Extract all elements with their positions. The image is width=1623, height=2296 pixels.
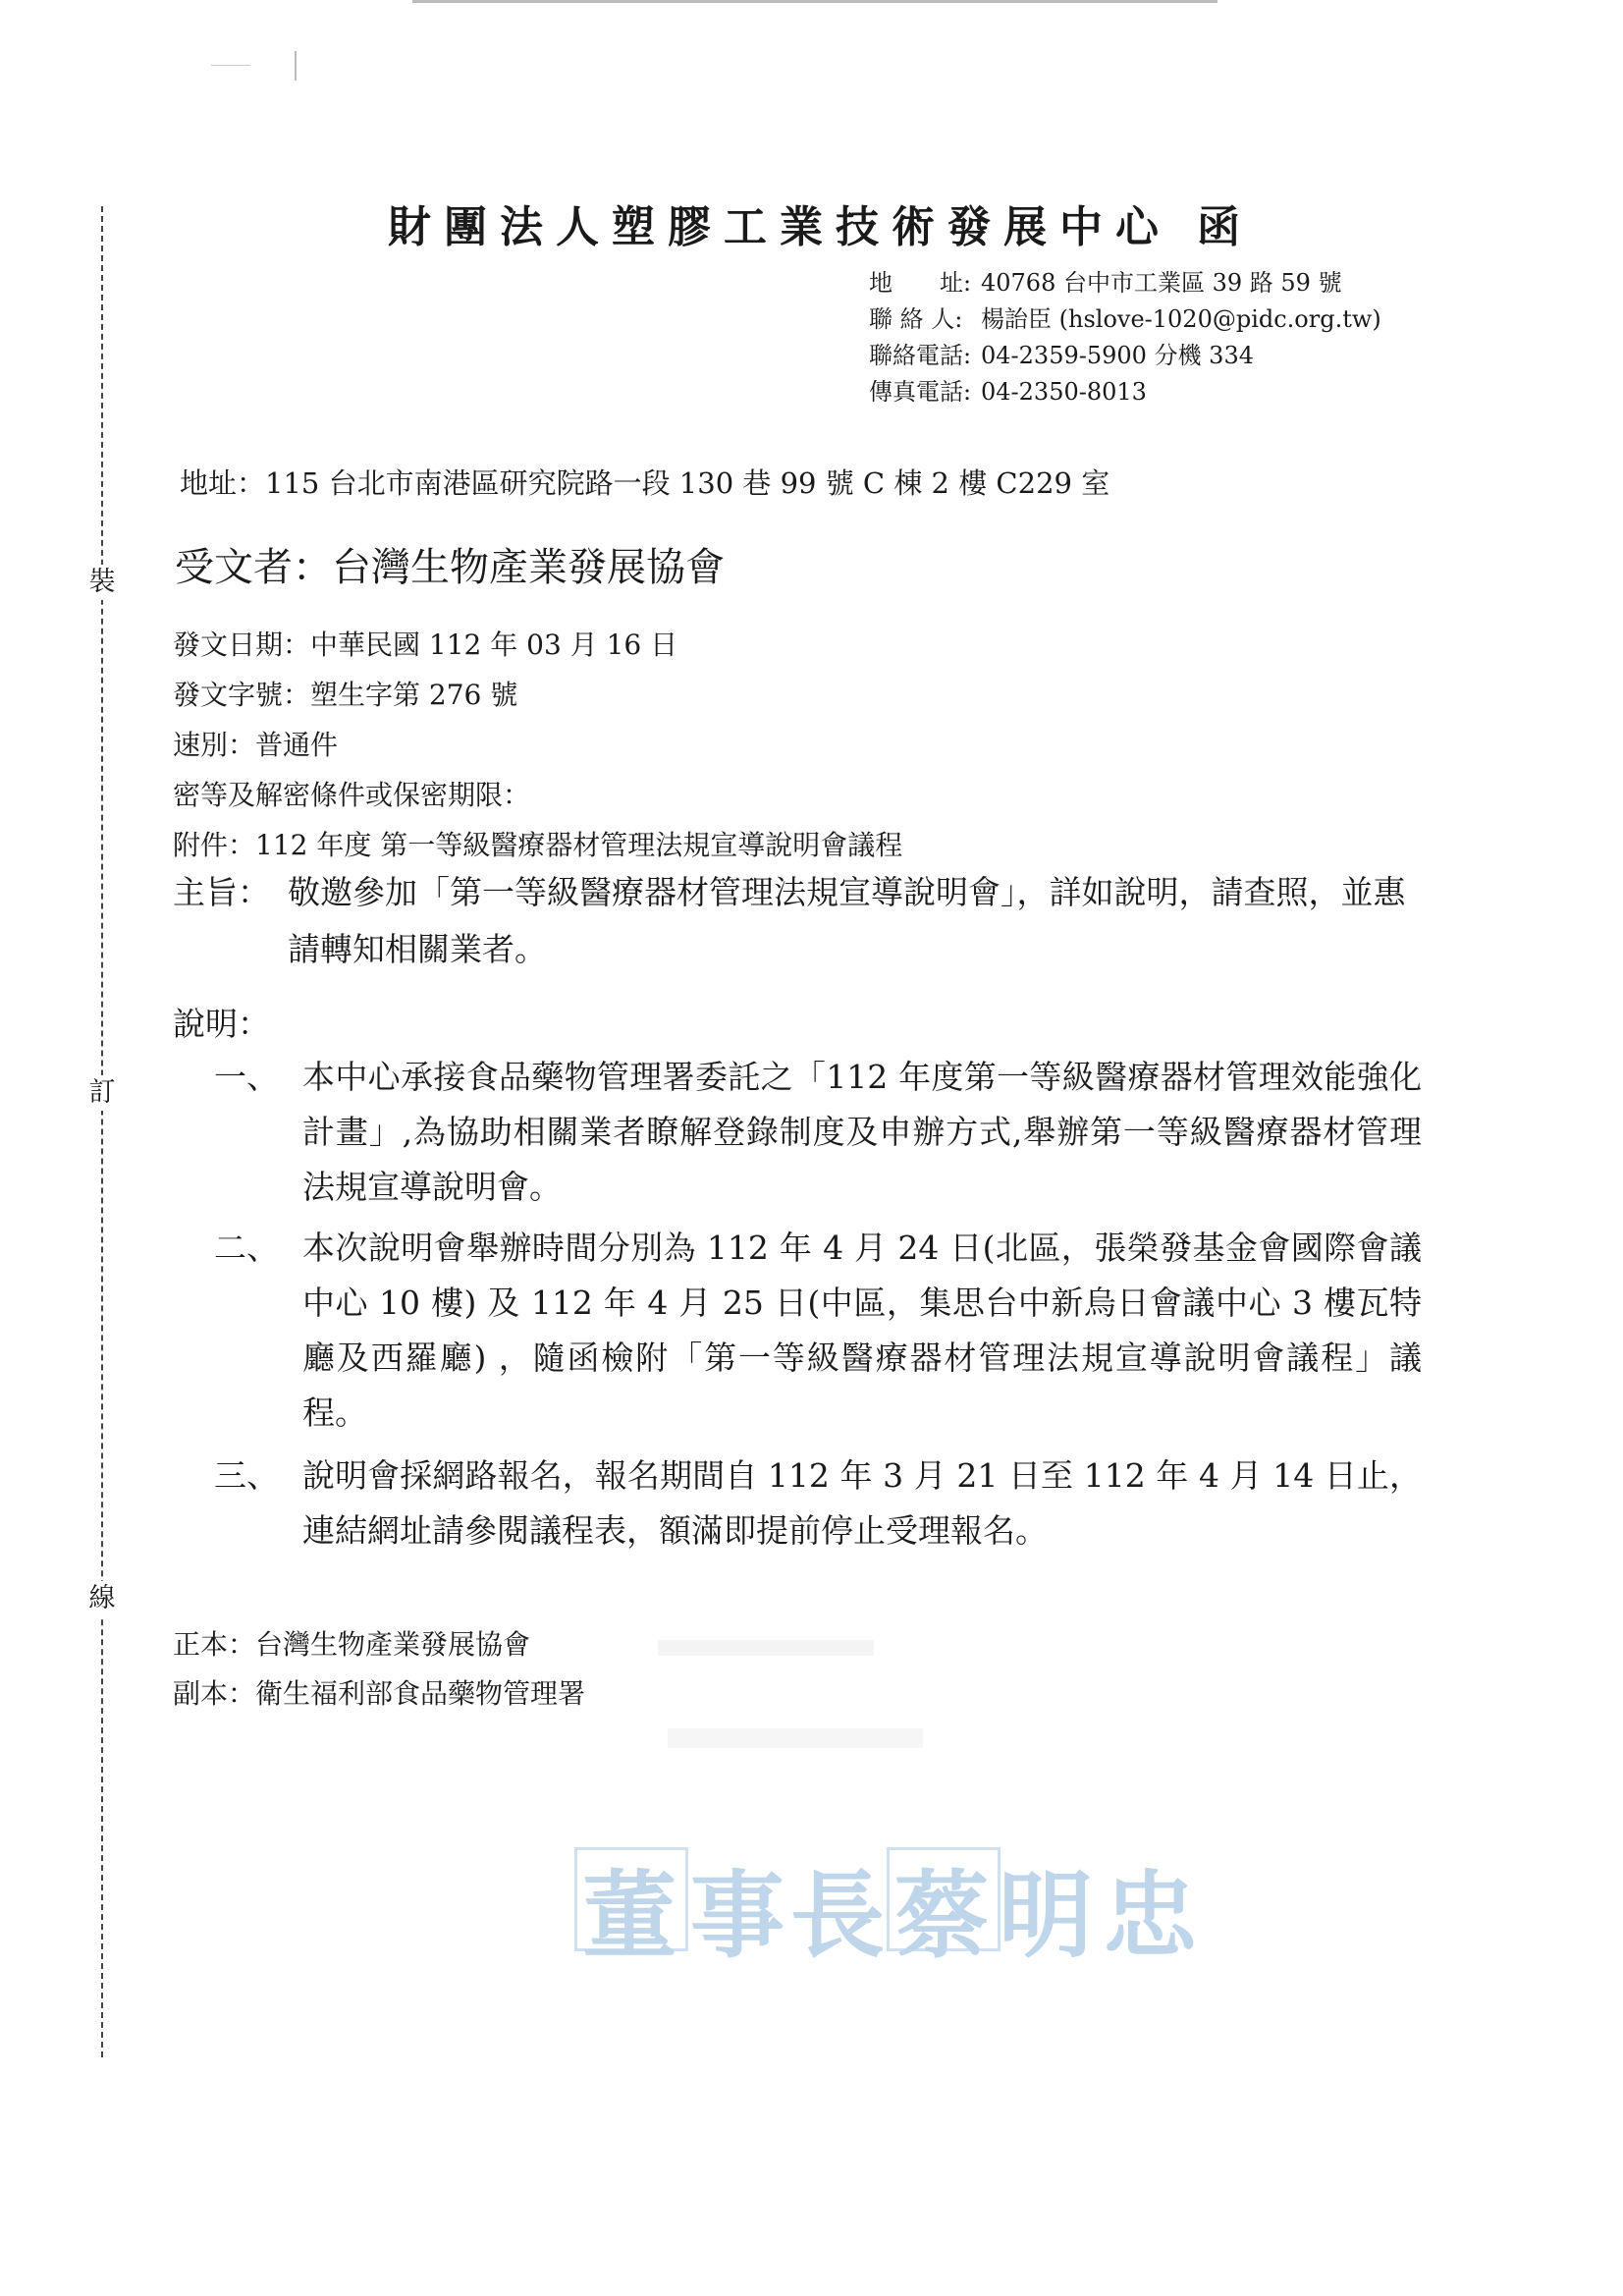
explanation-label: 說明： [173,1005,270,1043]
doc-number: 發文字號：塑生字第 276 號 [173,679,518,711]
original-copy: 正本：台灣生物產業發展協會 [173,1628,531,1661]
scan-artifact [211,65,250,66]
scan-artifact [658,1640,874,1656]
item-number: 三、 [214,1456,279,1495]
contact-label: 地 址: [869,269,972,297]
issue-date: 發文日期：中華民國 112 年 03 月 16 日 [173,629,678,661]
contact-row-phone [869,338,1381,374]
seal-char: 明 [999,1860,1093,1971]
seal-char: 蔡 [894,1860,989,1971]
explanation-item [214,1449,1422,1558]
contact-block [869,265,1381,410]
speed-class: 速別：普通件 [173,729,339,761]
recipient: 受文者：台灣生物產業發展協會 [175,545,725,590]
seal-char: 忠 [1103,1860,1197,1971]
seal-char: 董 [582,1860,676,1971]
scan-artifact [412,0,1217,3]
copies-block [173,1620,585,1719]
contact-value: 04-2359-5900 分機 334 [981,342,1254,369]
item-number: 二、 [214,1229,279,1267]
explanation-item [214,1050,1422,1215]
meta-block [173,620,902,870]
recipient-address: 地址：115 台北市南港區研究院路一段 130 巷 99 號 C 棟 2 樓 C229 室 [180,466,1110,500]
subject-text: 敬邀參加「第一等級醫療器材管理法規宣導說明會」，詳如說明，請查照，並惠請轉知相關業者。 [288,873,1406,968]
binding-char-bottom: 線 [86,1581,118,1616]
seal-char: 長 [790,1860,885,1971]
binding-char-top: 裝 [86,565,118,600]
contact-row-address [869,265,1381,301]
attachment: 附件：112 年度 第一等級醫療器材管理法規宣導說明會議程 [173,829,903,861]
binding-char-middle: 訂 [86,1075,118,1111]
page-title [388,191,1253,254]
duplicate-copy: 副本：衛生福利部食品藥物管理署 [173,1677,586,1710]
chairman-seal-stamp [574,1841,1262,1971]
scan-artifact [295,51,297,81]
item-text: 本次說明會舉辦時間分別為 112 年 4 月 24 日(北區，張榮發基金會國際會議中心 10 樓) 及 112 年 4 月 25 日(中區，集思台中新烏日會議中心 3 樓瓦特廳及西羅廳) ，隨函檢附「第一等級醫療器材管理法規宣導說明會議程」議程。 [302,1229,1422,1432]
contact-value: 04-2350-8013 [981,378,1147,406]
scan-artifact [668,1728,923,1748]
subject-label: 主旨： [173,873,270,911]
explanation-item [214,1221,1422,1441]
subject-block [173,864,1420,978]
org-title: 財團法人塑膠工業技術發展中心 [388,202,1171,252]
item-number: 一、 [214,1058,279,1096]
binding-line [101,206,103,2057]
contact-row-fax [869,374,1381,410]
contact-row-person [869,301,1381,338]
seal-char: 事 [690,1860,784,1971]
item-text: 說明會採網路報名，報名期間自 112 年 3 月 21 日至 112 年 4 月 14 日止，連結網址請參閱議程表，額滿即提前停止受理報名。 [302,1456,1422,1550]
contact-value: 40768 台中市工業區 39 路 59 號 [981,269,1342,297]
item-text: 本中心承接食品藥物管理署委託之「112 年度第一等級醫療器材管理效能強化計畫」,為協助相關業者瞭解登錄制度及申辦方式,舉辦第一等級醫療器材管理法規宣導說明會。 [302,1058,1422,1206]
contact-label: 聯 絡 人: [869,305,963,333]
security-class: 密等及解密條件或保密期限： [173,779,531,811]
contact-value: 楊詒臣 (hslove-1020@pidc.org.tw) [981,305,1381,333]
doc-type: 函 [1197,202,1253,252]
contact-label: 聯絡電話: [869,342,972,369]
contact-label: 傳真電話: [869,378,972,406]
